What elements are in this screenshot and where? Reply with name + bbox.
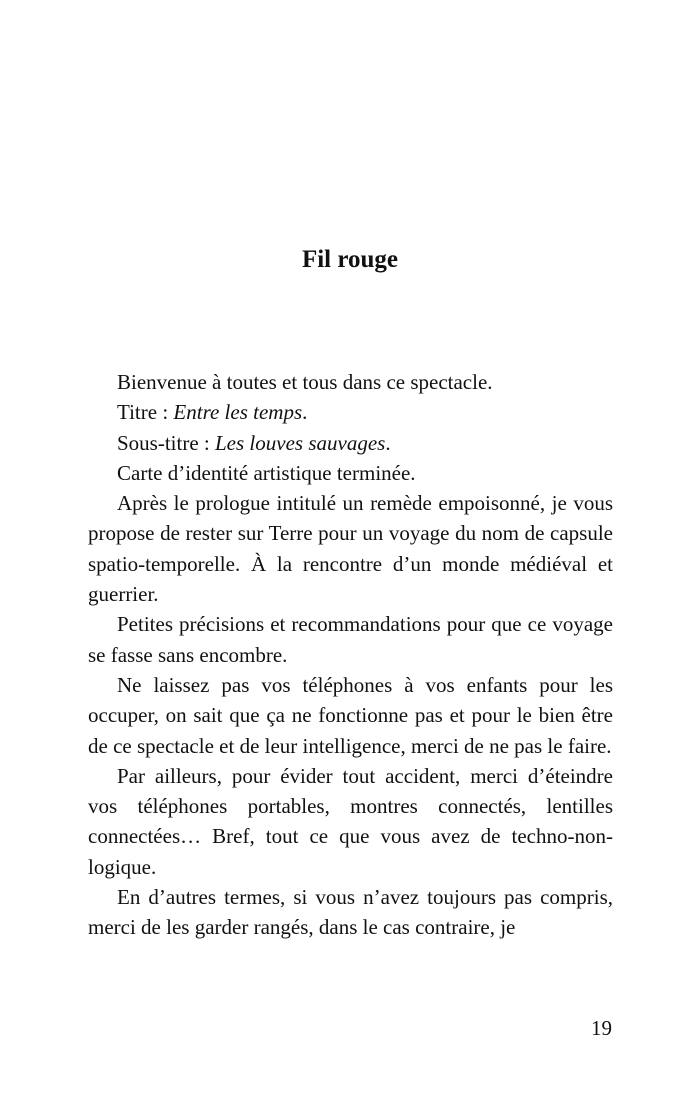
chapter-body [88, 367, 613, 943]
chapter-title: Fil rouge [301, 246, 399, 273]
paragraph-title [88, 397, 613, 427]
page-number: 19 [591, 1016, 612, 1040]
paragraph-keep-stored: En d’autres termes, si vous n’avez toujours pas compris, merci de les garder rangés, dans le cas contraire, je [88, 885, 613, 940]
paragraph-subtitle [88, 428, 613, 458]
title-end: . [302, 400, 308, 425]
paragraph-precisions: Petites précisions et recommandations pour que ce voyage se fasse sans encombre. [88, 612, 613, 667]
subtitle-value: Les louves sauvages [215, 430, 386, 455]
subtitle-label: Sous-titre : [117, 430, 215, 455]
subtitle-end: . [385, 430, 391, 455]
paragraph-phones-children: Ne laissez pas vos téléphones à vos enfants pour les occuper, on sait que ça ne fonctionne pas et pour le bien être de ce spectacle et de leur intelligence, merci de ne pas le faire. [88, 672, 613, 758]
title-value: Entre les temps [173, 400, 303, 425]
paragraph-switch-off: Par ailleurs, pour évider tout accident, merci d’éteindre vos téléphones portables, montres connectés, lentilles connectées… Bref, tout ce que vous avez de techno-non-logique. [88, 763, 613, 879]
paragraph-welcome: Bienvenue à toutes et tous dans ce spectacle. [117, 370, 493, 394]
title-label: Titre : [117, 400, 174, 425]
paragraph-identity-card: Carte d’identité artistique terminée. [117, 460, 416, 485]
paragraph-prologue: Après le prologue intitulé un remède empoisonné, je vous propose de rester sur Terre pour un voyage du nom de capsule spatio-temporelle. À la rencontre d’un monde médiéval et guerrier. [88, 491, 613, 607]
